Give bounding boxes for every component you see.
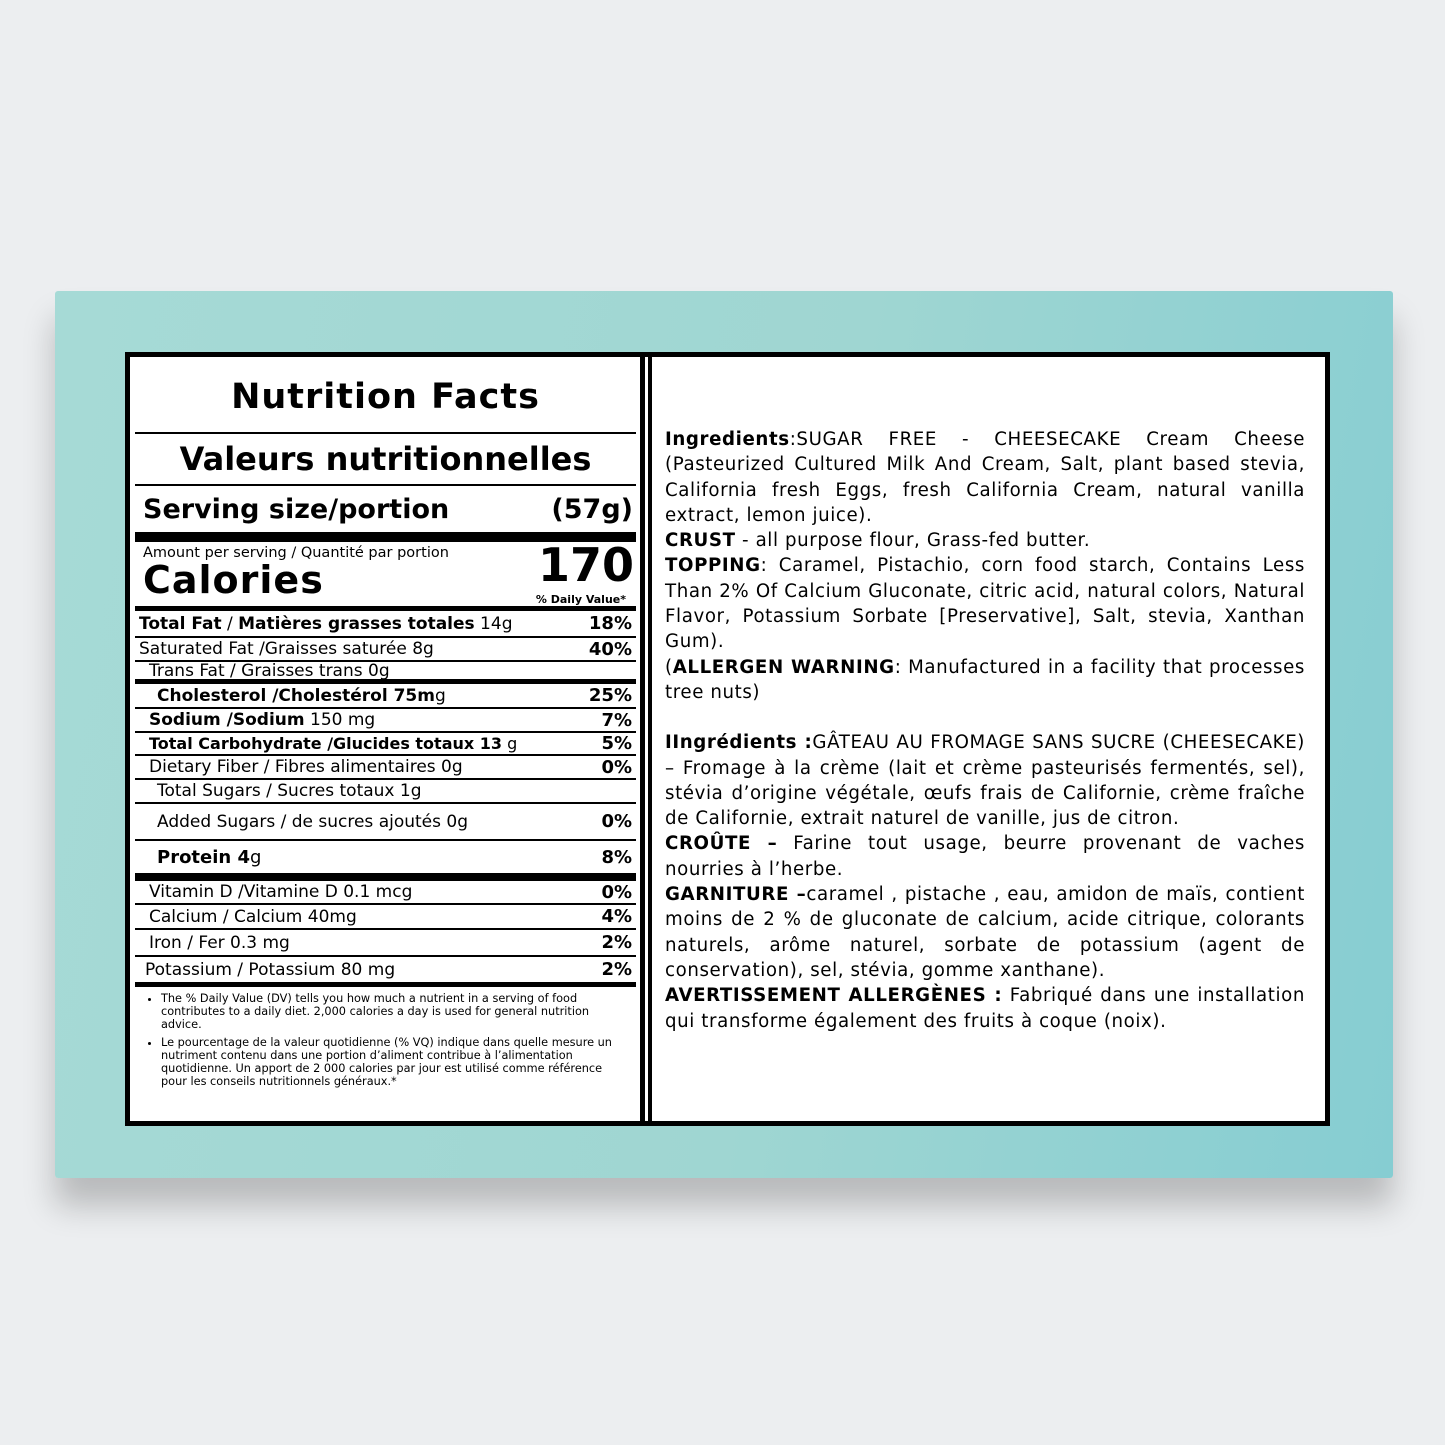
nutrient-row-trans-fat <box>135 662 636 684</box>
ingredients-panel <box>648 357 1325 1121</box>
nutrient-pct: 40% <box>588 638 632 660</box>
allergen-en <box>665 655 1305 706</box>
serving-label: Serving size/portion <box>143 493 450 525</box>
nutrient-row-sodium <box>135 709 636 733</box>
nutrition-facts-panel <box>130 357 645 1121</box>
ingredients-text-fr: GÂTEAU AU FROMAGE SANS SUCRE (CHEESECAKE) – Fromage à la crème (lait et crème pasteurisés fermentés, sel), stévia d’origine végétale, œufs frais de Californie, crème fraîche de Californie, extrait naturel de vanille, jus de citron. <box>665 732 1305 830</box>
ingredients-en <box>665 427 1305 528</box>
nutrient-label: Added Sugars / de sucres ajoutés 0g <box>157 811 468 832</box>
nutrient-amount: g <box>434 685 446 706</box>
nutrient-label: Protein 4 <box>157 846 251 868</box>
allergen-text: : Manufactured in a facility that processes tree nuts) <box>665 656 1305 703</box>
ingredients-fr <box>665 730 1305 831</box>
nutrient-amount: 150 mg <box>304 710 376 730</box>
footnote-fr: • Le pourcentage de la valeur quotidienne (% VQ) indique dans quelle mesure un nutriment contenu dans une portion d’aliment contribue à l’alimentation quotidienne. Un apport de 2 000 calories par jour est utilisé comme référence pour les conseils nutritionnels généraux.* <box>161 1036 630 1089</box>
nutrition-title-fr: Valeurs nutritionnelles <box>135 434 636 486</box>
nutrient-pct: 25% <box>588 685 632 706</box>
nutrient-row-total-sugars <box>135 780 636 802</box>
nutrient-label: Iron / Fer 0.3 mg <box>149 932 290 953</box>
crust-text-fr: Farine tout usage, beurre provenant de vaches nourries à l’herbe. <box>665 833 1305 880</box>
nutrient-row-iron <box>135 930 636 957</box>
nutrient-pct: 0% <box>601 881 632 903</box>
nutrient-label-fr: Matières grasses totales <box>238 613 475 634</box>
footnotes <box>135 987 636 1088</box>
nutrient-label: Saturated Fat /Graisses saturée 8g <box>139 639 434 659</box>
nutrient-label: Sodium /Sodium <box>149 710 305 730</box>
topping-label-fr: GARNITURE – <box>665 884 807 906</box>
nutrient-separator: / <box>221 613 239 634</box>
nutrient-pct: 8% <box>601 846 632 868</box>
nutrient-label: Potassium / Potassium 80 mg <box>145 959 396 980</box>
nutrient-pct: 2% <box>601 959 632 980</box>
amount-per-serving: Amount per serving / Quantité par portion <box>143 545 449 561</box>
nutrient-pct: 0% <box>601 811 632 832</box>
ingredients-label: Ingredients <box>665 429 790 450</box>
nutrient-pct: 18% <box>588 613 632 634</box>
daily-value-header: % Daily Value* <box>535 593 626 606</box>
topping-text-fr: caramel , pistache , eau, amidon de maïs, contient moins de 2 % de gluconate de calcium, acide citrique, colorants naturels, arôme naturel, sorbate de potassium (agent de conservation), sel, stévia, gomme xanthane). <box>665 884 1305 981</box>
nutrient-row-calcium <box>135 905 636 930</box>
topping-label: TOPPING <box>665 555 761 577</box>
nutrient-row-saturated-fat <box>135 638 636 662</box>
crust-label-fr: CROÛTE – <box>665 833 778 855</box>
serving-size-row <box>135 486 636 542</box>
nutrient-pct: 2% <box>601 932 632 953</box>
nutrient-pct: 4% <box>601 906 632 927</box>
nutrient-label: Calcium / Calcium 40mg <box>149 906 357 927</box>
crust-text: - all purpose flour, Grass-fed butter. <box>735 530 1091 552</box>
ingredients-label-fr: IIngrédients : <box>665 732 813 754</box>
serving-value: (57g) <box>551 493 633 525</box>
spacer <box>665 705 1305 730</box>
nutrient-row-cholesterol <box>135 684 636 709</box>
nutrient-label: Total Sugars / Sucres totaux 1g <box>157 781 422 801</box>
calories-label: Calories <box>143 558 324 602</box>
nutrient-amount: 14g <box>474 613 513 634</box>
topping-text: : Caramel, Pistachio, corn food starch, Contains Less Than 2% Of Calcium Gluconate, citric acid, natural colors, Natural Flavor, Potassium Sorbate [Preservative], Salt, stevia, Xanthan Gum). <box>665 555 1305 653</box>
nutrient-label: Vitamin D /Vitamine D 0.1 mcg <box>149 882 413 902</box>
nutrient-label: Cholesterol /Cholestérol 75m <box>157 685 435 706</box>
nutrient-row-total-fat <box>135 611 636 638</box>
topping-en <box>665 553 1305 654</box>
nutrient-amount: g <box>250 846 262 868</box>
nutrient-row-added-sugars <box>135 802 636 841</box>
product-label <box>125 352 1330 1126</box>
nutrient-row-carbohydrate <box>135 733 636 756</box>
nutrient-row-fiber <box>135 756 636 780</box>
nutrient-label: Total Carbohydrate /Glucides totaux 13 <box>149 734 503 753</box>
nutrient-label: Total Fat <box>139 613 222 634</box>
nutrient-row-vitamin-d <box>135 881 636 905</box>
nutrient-amount: g <box>502 734 518 753</box>
crust-en <box>665 528 1305 553</box>
nutrient-pct: 7% <box>601 709 632 731</box>
topping-fr <box>665 882 1305 983</box>
allergen-label: ALLERGEN WARNING <box>672 656 895 678</box>
crust-label: CRUST <box>665 530 736 552</box>
allergen-text-fr: Fabriqué dans une installation qui transforme également des fruits à coque (noix). <box>665 985 1305 1032</box>
allergen-label-fr: AVERTISSEMENT ALLERGÈNES : <box>665 985 1003 1007</box>
nutrient-pct: 5% <box>601 733 632 754</box>
allergen-open: ( <box>665 656 673 678</box>
allergen-fr <box>665 983 1305 1034</box>
calories-block <box>135 538 636 611</box>
nutrition-title: Nutrition Facts <box>135 357 636 434</box>
nutrient-label: Trans Fat / Graisses trans 0g <box>149 660 390 681</box>
nutrient-row-potassium <box>135 957 636 987</box>
footnote-en: • The % Daily Value (DV) tells you how much a nutrient in a serving of food contributes to a daily diet. 2,000 calories a day is used for general nutrition advice. <box>161 992 630 1032</box>
ingredients-text: :SUGAR FREE - CHEESECAKE Cream Cheese (Pasteurized Cultured Milk And Cream, Salt, plant based stevia, California fresh Eggs, fresh California Cream, natural vanilla extract, lemon juice). <box>665 429 1305 526</box>
nutrient-row-protein <box>135 841 636 881</box>
calories-value: 170 <box>537 538 634 592</box>
crust-fr <box>665 831 1305 882</box>
nutrient-label: Dietary Fiber / Fibres alimentaires 0g <box>149 757 463 777</box>
nutrient-pct: 0% <box>601 756 632 778</box>
